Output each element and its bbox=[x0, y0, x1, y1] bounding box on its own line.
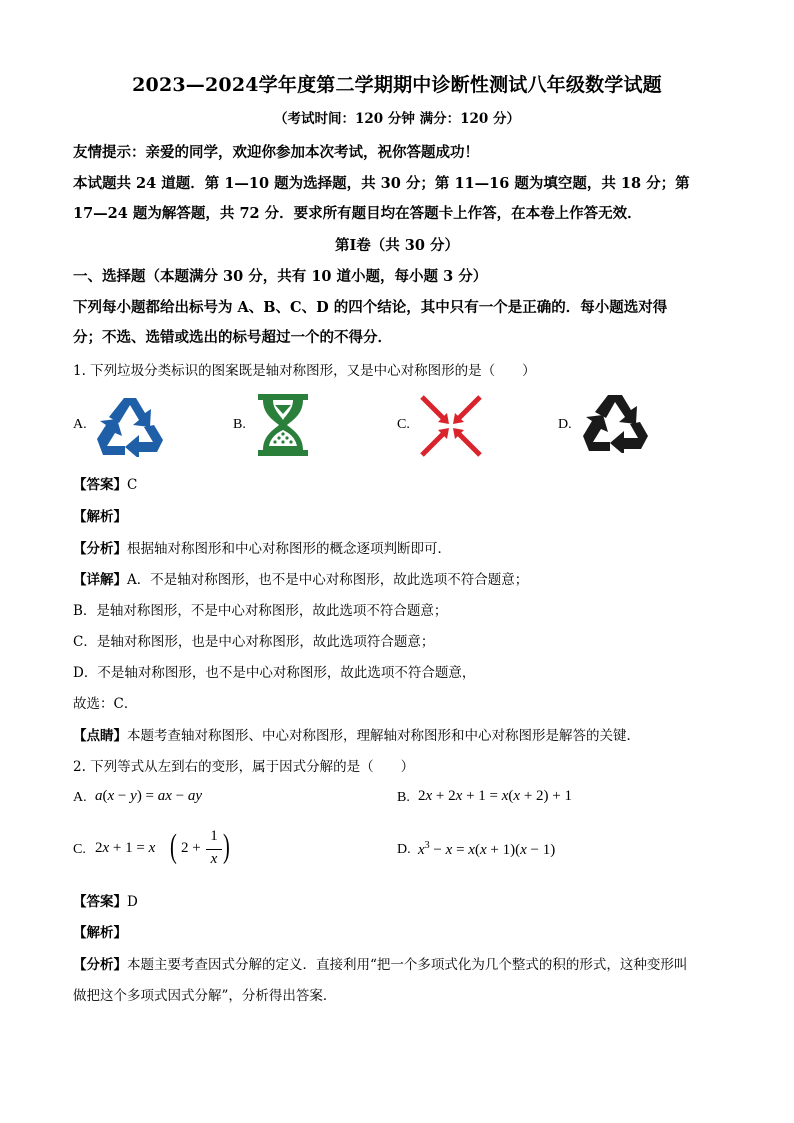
exam-page: 2023—2024学年度第二学期期中诊断性测试八年级数学试题 （考试时间：120 分钟 满分：120 分） 友情提示：亲爱的同学，欢迎你参加本次考试，祝你答题成功！ 本试题共 24 道题．第 1—10 题为选择题，共 30 分；第 11—16 题为填空题，共 18 分；第 17—24 题为解答题，共 72 分．要求所有题目均在答题卡上作答，在本卷上作答无效． 第Ⅰ卷（共 30 分） 一、选择题（本题满分 30 分，共有 10 道小题，每小题 3 分） 下列每小题都给出标号为 A、B、C、D 的四个结论，其中只有一个是正确的．每小题选对得 分；不选、选错或选出的标号超过一个的不得分． 1. 下列垃圾分类标识的图案既是轴对称图形，又是中心对称图形的是（ ） A. B. C. D. 【答案】C 【解析】 【分析】根据轴对称图形和中心对称图形的概念逐项判断即可． 【详解】A．不是轴对称图形，也不是中心对称图形，故此选项不符合题意； B．是轴对称图形，不是中心对称图形，故此选项不符合题意； C．是轴对称图形，也是中心对称图形，故此选项符合题意； D．不是轴对称图形，也不是中心对称图形，故此选项不符合题意， 故选：C． 【点睛】本题考查轴对称图形、中心对称图形，理解轴对称图形和中心对称图形是解答的关键． 2. 下列等式从左到右的变形，属于因式分解的是（ ） A. a(x − y) = ax − ay B. 2x + 2x + 1 = x(x + 2) + 1 C. 2x + 1 = x ( 2 + 1 x ) D. $x^3 - x = x(x + 1)(x - 1)$ 【答案】D 【解析】 【分析】本题主要考查因式分解的定义．直接利用“把一个多项式化为几个整式的积的形式，这种变形叫 做把这个多项式因式分解”，分析得出答案． bbox=[0, 0, 794, 1123]
q1-option-c-label: C. bbox=[397, 417, 410, 432]
intro-line-2: 17—24 题为解答题，共 72 分．要求所有题目均在答题卡上作答，在本卷上作答无效． bbox=[73, 205, 642, 222]
q1-fenxi-text: 根据轴对称图形和中心对称图形的概念逐项判断即可． bbox=[127, 541, 451, 557]
q1-dianjing-label: 【点睛】 bbox=[73, 728, 127, 744]
exam-subtitle: （考试时间：120 分钟 满分：120 分） bbox=[274, 111, 520, 127]
recycle-blue-icon bbox=[95, 395, 165, 457]
recycle-black-icon bbox=[582, 393, 648, 453]
q1-option-b-label: B. bbox=[233, 417, 246, 432]
q2-answer bbox=[73, 890, 138, 910]
q1-stem: 1. 下列垃圾分类标识的图案既是轴对称图形，又是中心对称图形的是（ ） bbox=[73, 363, 536, 379]
q1-answer-value: C bbox=[127, 477, 138, 493]
q1-xiangjie-text: A．不是轴对称图形，也不是中心对称图形，故此选项不符合题意； bbox=[127, 572, 529, 588]
q2-option-a-label: A. bbox=[73, 790, 87, 805]
q2-option-c-label: C. bbox=[73, 842, 86, 857]
q1-option-a-label: A. bbox=[73, 417, 87, 432]
q2-fenxi-label: 【分析】 bbox=[73, 957, 127, 973]
q1-dianjing bbox=[73, 724, 640, 744]
instruction-line-2: 分；不选、选错或选出的标号超过一个的不得分． bbox=[73, 329, 392, 346]
q2-stem: 2. 下列等式从左到右的变形，属于因式分解的是（ ） bbox=[73, 759, 415, 775]
q1-jiexi: 【解析】 bbox=[73, 509, 127, 525]
q1-answer bbox=[73, 473, 137, 493]
friendly-tip: 友情提示：亲爱的同学，欢迎你参加本次考试，祝你答题成功！ bbox=[73, 144, 479, 161]
q1-line-c: C．是轴对称图形，也是中心对称图形，故此选项符合题意； bbox=[73, 634, 435, 650]
q2-fenxi-line-2: 做把这个多项式因式分解”，分析得出答案． bbox=[73, 988, 337, 1004]
q1-fenxi bbox=[73, 537, 451, 557]
q1-dianjing-text: 本题考查轴对称图形、中心对称图形，理解轴对称图形和中心对称图形是解答的关键． bbox=[127, 728, 640, 744]
exam-title: 2023—2024学年度第二学期期中诊断性测试八年级数学试题 bbox=[132, 74, 662, 96]
q1-fenxi-label: 【分析】 bbox=[73, 541, 127, 557]
q2-option-b-label: B. bbox=[397, 790, 410, 805]
q2-option-d-formula: $x^3 - x = x(x + 1)(x - 1)$ bbox=[418, 840, 556, 858]
hourglass-green-icon bbox=[255, 392, 311, 458]
q2-answer-value: D bbox=[127, 894, 138, 910]
q2-fenxi-line-1: 本题主要考查因式分解的定义．直接利用“把一个多项式化为几个整式的积的形式，这种变形叫 bbox=[127, 957, 688, 973]
section-heading: 一、选择题（本题满分 30 分，共有 10 道小题，每小题 3 分） bbox=[73, 268, 488, 285]
q2-option-d-label: D. bbox=[397, 842, 411, 857]
q1-line-d: D．不是轴对称图形，也不是中心对称图形，故此选项不符合题意， bbox=[73, 665, 476, 681]
q1-xiangjie bbox=[73, 568, 528, 588]
arrows-red-icon bbox=[418, 393, 484, 459]
q2-jiexi: 【解析】 bbox=[73, 925, 127, 941]
instruction-line-1: 下列每小题都给出标号为 A、B、C、D 的四个结论，其中只有一个是正确的．每小题选对得 bbox=[73, 299, 668, 316]
q1-option-d-label: D. bbox=[558, 417, 572, 432]
q2-answer-label: 【答案】 bbox=[73, 894, 127, 910]
q1-line-b: B．是轴对称图形，不是中心对称图形，故此选项不符合题意； bbox=[73, 603, 448, 619]
q1-answer-label: 【答案】 bbox=[73, 477, 127, 493]
q2-option-a-formula: a(x − y) = ax − ay bbox=[95, 788, 203, 804]
q1-choose: 故选：C． bbox=[73, 696, 138, 712]
q1-xiangjie-label: 【详解】 bbox=[73, 572, 127, 588]
q2-option-b-formula: 2x + 2x + 1 = x(x + 2) + 1 bbox=[418, 788, 572, 804]
intro-line-1: 本试题共 24 道题．第 1—10 题为选择题，共 30 分；第 11—16 题为填空题，共 18 分；第 bbox=[73, 175, 690, 192]
q2-fenxi bbox=[73, 953, 687, 973]
part-title: 第Ⅰ卷（共 30 分） bbox=[334, 237, 460, 254]
